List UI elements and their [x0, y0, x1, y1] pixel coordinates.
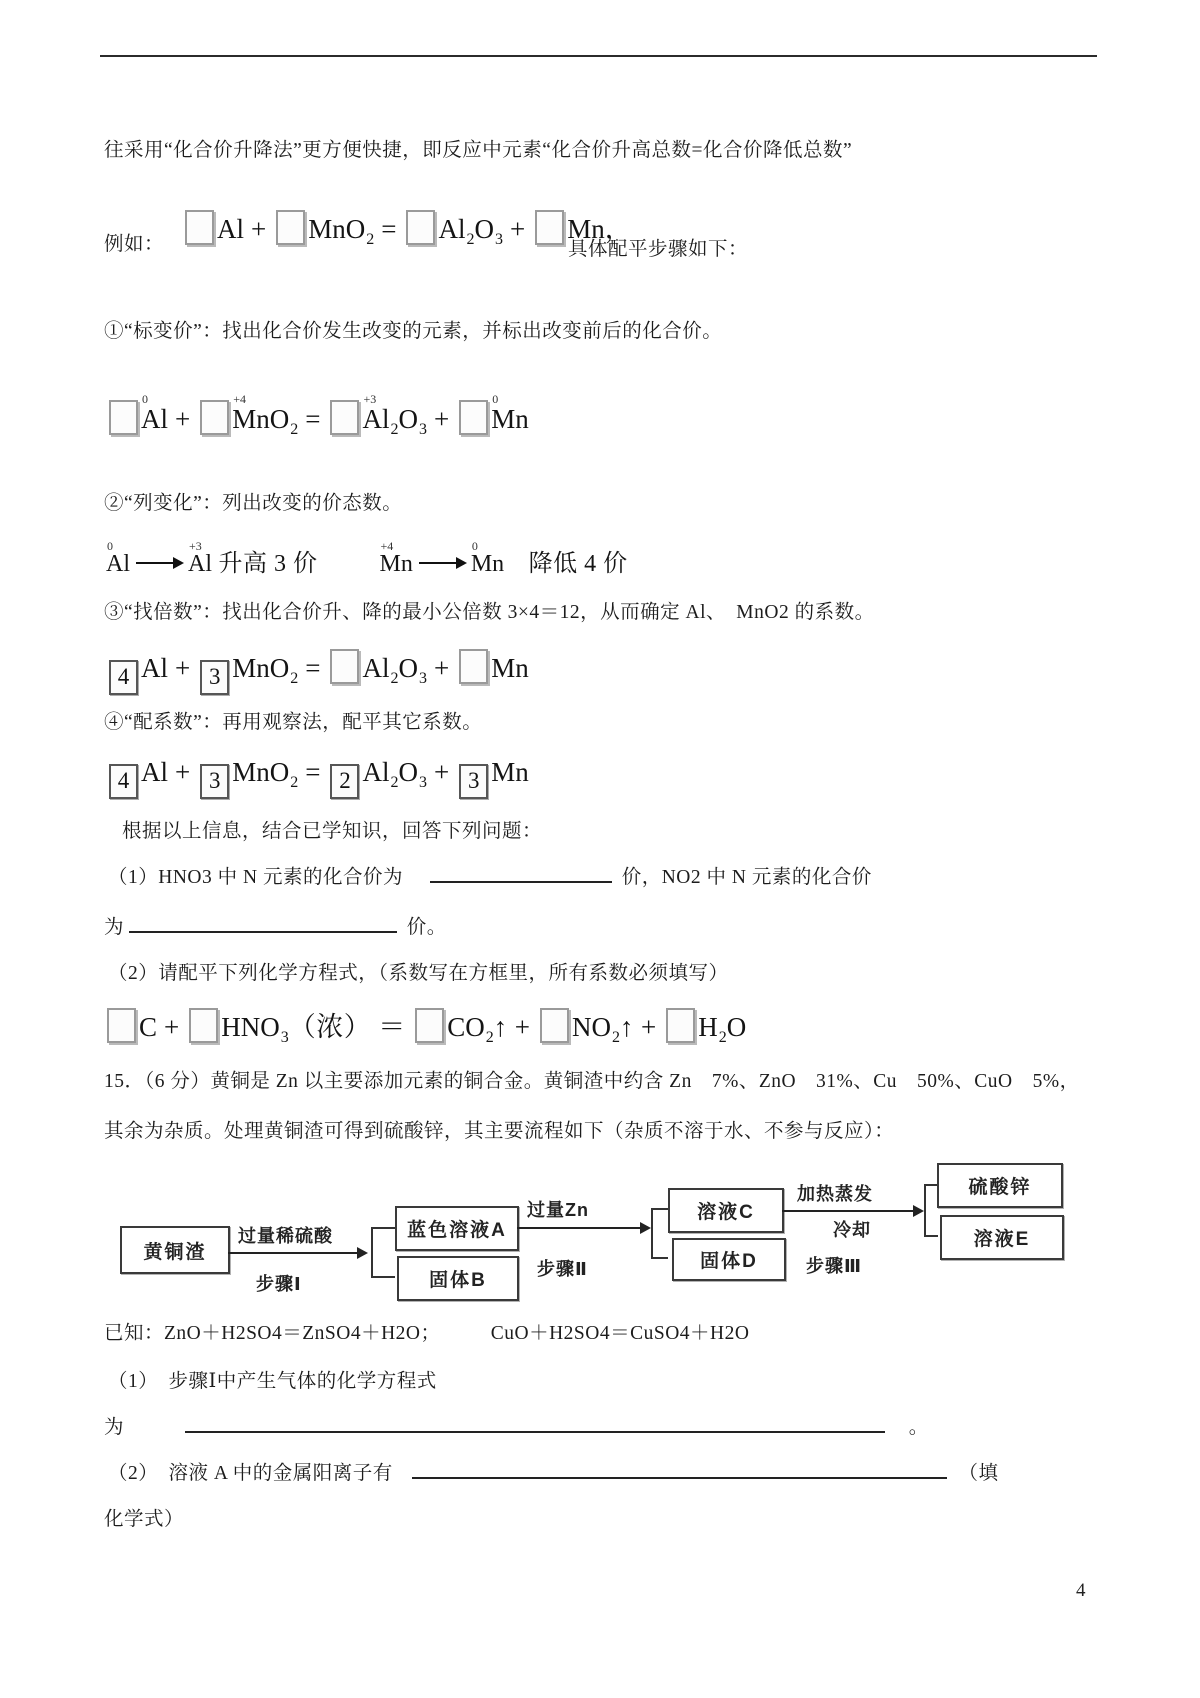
- flow-label-cool: 冷却: [833, 1220, 871, 1240]
- equation-example: [182, 207, 633, 249]
- element-symbol: O: [398, 653, 418, 683]
- element-symbol: +3 Al: [188, 539, 212, 577]
- operator: =: [305, 757, 321, 787]
- split-bracket-2: [651, 1208, 668, 1259]
- valence-mark: +4: [380, 539, 394, 553]
- coefficient-box[interactable]: [459, 649, 488, 684]
- element-symbol: +4 Mn: [379, 539, 413, 577]
- subscript: 2: [290, 774, 299, 792]
- header-rule: [100, 55, 1097, 57]
- subscript: 2: [290, 421, 299, 439]
- flow-node-solid-b: 固体B: [397, 1256, 519, 1301]
- question1-tail: 价。: [406, 917, 447, 938]
- operator: +: [433, 404, 450, 434]
- element-symbol: 0 Mn: [491, 392, 529, 434]
- operator: ＝: [378, 1012, 406, 1042]
- equation-text: 降低 4 价: [504, 551, 628, 577]
- question15-2-lead: （2） 溶液 A 中的金属阳离子有: [108, 1463, 393, 1484]
- operator: +: [251, 214, 267, 244]
- subscript: 2: [390, 670, 399, 688]
- element-symbol: Al: [362, 653, 390, 683]
- question15-line1: 15．（6 分）黄铜是 Zn 以主要添加元素的铜合金。黄铜渣中约含 Zn 7%、ZnO 31%、Cu 50%、CuO 5%，: [104, 1071, 1080, 1092]
- equation-text: （浓）: [288, 1012, 372, 1042]
- operator: =: [381, 214, 397, 244]
- answer-blank-hno3-valence[interactable]: [430, 866, 612, 883]
- question15-line2: 其余为杂质。处理黄铜渣可得到硫酸锌，其主要流程如下（杂质不溶于水、不参与反应）：: [104, 1121, 895, 1142]
- question2-heading: （2）请配平下列化学方程式，（系数写在方框里，所有系数必须填写）: [108, 963, 729, 984]
- coefficient-box: 2: [330, 764, 359, 799]
- element-symbol: Al: [217, 214, 244, 244]
- flow-label-step2: 步骤Ⅱ: [537, 1259, 588, 1279]
- valence-mark: +4: [233, 392, 247, 406]
- element-symbol: C: [139, 1012, 158, 1042]
- example-suffix: 具体配平步骤如下：: [568, 239, 749, 260]
- equation-step4: [106, 757, 529, 799]
- equation-step3: [106, 649, 529, 695]
- element-symbol: O: [474, 214, 494, 244]
- question15-2-tail: （填: [958, 1463, 999, 1484]
- question15-2-line: [108, 1462, 999, 1486]
- equation-step2-changes: [106, 539, 628, 578]
- coefficient-box: 3: [200, 660, 229, 695]
- element-symbol: 0 Al: [106, 539, 130, 577]
- element-symbol: MnO: [232, 653, 290, 683]
- subscript: 3: [280, 1029, 289, 1047]
- element-symbol: Al: [141, 757, 168, 787]
- question1-line2-lead: 为: [104, 917, 125, 938]
- subscript: 3: [494, 231, 503, 249]
- flow-node-solid-d: 固体D: [672, 1238, 786, 1281]
- valence-mark: 0: [107, 539, 113, 553]
- question1-mid: 价，NO2 中 N 元素的化合价: [621, 867, 872, 888]
- element-symbol: MnO: [232, 757, 290, 787]
- element-symbol: H: [698, 1012, 718, 1042]
- operator: +: [175, 404, 191, 434]
- step3-heading: ③“找倍数”：找出化合价升、降的最小公倍数 3×4＝12，从而确定 Al、 MnO2 的系数。: [104, 602, 875, 623]
- question15-1-wei: 为: [104, 1417, 125, 1438]
- intro-text: 往采用“化合价升降法”更方便快捷，即反应中元素“化合价升高总数=化合价降低总数”: [104, 140, 853, 161]
- coefficient-box[interactable]: [276, 210, 305, 245]
- valence-mark: 0: [492, 392, 499, 406]
- subscript: 2: [485, 1029, 494, 1047]
- flow-label-excess-dilute-sulfuric-acid: 过量稀硫酸: [238, 1226, 333, 1246]
- coefficient-box: 4: [109, 764, 138, 799]
- operator: +: [509, 214, 526, 244]
- equation-text: ，: [604, 214, 633, 244]
- operator: =: [305, 653, 321, 683]
- element-symbol: O: [398, 404, 418, 434]
- flow-label-step1: 步骤Ⅰ: [256, 1274, 302, 1294]
- valence-mark: 0: [471, 539, 478, 553]
- question15-1-answer-line: [104, 1416, 929, 1440]
- right-arrow-icon: [136, 562, 182, 564]
- split-bracket-1: [371, 1227, 395, 1278]
- flow-label-heat-evaporate: 加热蒸发: [797, 1184, 873, 1204]
- flow-node-brass-slag: 黄铜渣: [120, 1226, 230, 1274]
- coefficient-box[interactable]: [189, 1008, 218, 1043]
- flow-label-excess-zn: 过量Zn: [527, 1200, 589, 1220]
- valence-mark: +3: [189, 539, 202, 553]
- element-symbol: HNO: [221, 1012, 280, 1042]
- coefficient-box[interactable]: [459, 400, 488, 435]
- arrow-step1-icon: [228, 1252, 366, 1254]
- question1-line1: [108, 866, 872, 890]
- equation-question2: [104, 1005, 747, 1047]
- coefficient-box[interactable]: [415, 1008, 444, 1043]
- flow-node-blue-solution-a: 蓝色溶液A: [395, 1206, 519, 1251]
- element-symbol: O: [726, 1012, 747, 1042]
- element-symbol: Mn: [491, 653, 529, 683]
- element-symbol: 0 Al: [141, 392, 168, 434]
- flow-node-solution-c: 溶液C: [668, 1188, 784, 1233]
- summary-text: 根据以上信息，结合已学知识，回答下列问题：: [122, 821, 543, 842]
- known-equations: 已知：ZnO＋H2SO4＝ZnSO4＋H2O； CuO＋H2SO4＝CuSO4＋H2O: [104, 1323, 750, 1344]
- element-symbol: CO: [447, 1012, 485, 1042]
- operator: +: [514, 1012, 530, 1042]
- subscript: 2: [466, 231, 475, 249]
- subscript: 2: [390, 774, 399, 792]
- subscript: 3: [418, 670, 427, 688]
- operator: +: [433, 757, 450, 787]
- coefficient-box[interactable]: [107, 1008, 136, 1043]
- coefficient-box[interactable]: [535, 210, 564, 245]
- element-symbol: Al: [362, 757, 390, 787]
- operator: =: [305, 404, 321, 434]
- right-arrow-icon: [419, 562, 465, 564]
- element-symbol: Al: [141, 653, 168, 683]
- answer-blank-cations[interactable]: [412, 1462, 947, 1479]
- element-symbol: MnO: [308, 214, 366, 244]
- coefficient-box[interactable]: [185, 210, 214, 245]
- coefficient-box[interactable]: [666, 1008, 695, 1043]
- coefficient-box[interactable]: [330, 649, 359, 684]
- equation-text: ↑: [493, 1012, 508, 1042]
- coefficient-box[interactable]: [406, 210, 435, 245]
- question15-2-line2: 化学式）: [104, 1509, 185, 1530]
- question15-1-period: 。: [908, 1417, 929, 1438]
- split-bracket-3: [924, 1184, 938, 1237]
- step2-heading: ②“列变化”：列出改变的价态数。: [104, 493, 403, 514]
- subscript: 2: [612, 1029, 620, 1047]
- flow-node-solution-e: 溶液E: [940, 1215, 1064, 1260]
- coefficient-box: 4: [109, 660, 138, 695]
- answer-blank-step1-equation[interactable]: [185, 1416, 885, 1433]
- operator: +: [175, 653, 191, 683]
- flow-label-step3: 步骤Ⅲ: [806, 1256, 863, 1276]
- element-symbol: Mn: [567, 214, 605, 244]
- operator: +: [175, 757, 191, 787]
- process-flowchart: [0, 1160, 1200, 1320]
- element-symbol: 0 Mn: [470, 539, 505, 577]
- subscript: 2: [718, 1029, 727, 1047]
- step1-heading: ①“标变价”：找出化合价发生改变的元素，并标出改变前后的化合价。: [104, 321, 723, 342]
- coefficient-box: 3: [459, 764, 488, 799]
- valence-mark: +3: [363, 392, 377, 406]
- flow-node-zinc-sulfate: 硫酸锌: [937, 1163, 1063, 1208]
- coefficient-box[interactable]: [330, 400, 359, 435]
- example-label: 例如：: [104, 234, 165, 255]
- answer-blank-no2-valence[interactable]: [129, 916, 397, 933]
- element-symbol: O: [398, 757, 418, 787]
- step4-heading: ④“配系数”：再用观察法，配平其它系数。: [104, 712, 483, 733]
- element-symbol: O: [269, 404, 290, 434]
- arrow-step3-icon: [782, 1210, 922, 1212]
- coefficient-box[interactable]: [109, 400, 138, 435]
- valence-mark: 0: [142, 392, 148, 406]
- operator: +: [433, 653, 450, 683]
- element-symbol: NO: [572, 1012, 611, 1042]
- equation-text: 升高 3 价: [212, 551, 318, 577]
- element-symbol: Mn: [491, 757, 529, 787]
- equation-step1-valences: [106, 392, 529, 439]
- question1-lead: （1）HNO3 中 N 元素的化合价为: [108, 867, 403, 888]
- operator: +: [641, 1012, 657, 1042]
- subscript: 2: [290, 670, 299, 688]
- subscript: 3: [418, 774, 427, 792]
- page-number: 4: [1076, 1580, 1086, 1601]
- arrow-step2-icon: [517, 1227, 649, 1229]
- coefficient-box: 3: [200, 764, 229, 799]
- question1-line2: [104, 916, 447, 940]
- element-symbol: +4 Mn: [232, 392, 270, 434]
- equation-text: ↑: [620, 1012, 634, 1042]
- element-symbol: Al: [438, 214, 466, 244]
- operator: +: [164, 1012, 180, 1042]
- question15-1-heading: （1） 步骤Ⅰ中产生气体的化学方程式: [108, 1371, 437, 1392]
- subscript: 2: [366, 231, 375, 249]
- element-symbol: +3 Al: [362, 392, 390, 434]
- coefficient-box[interactable]: [200, 400, 229, 435]
- coefficient-box[interactable]: [540, 1008, 569, 1043]
- subscript: 3: [418, 421, 427, 439]
- subscript: 2: [390, 421, 399, 439]
